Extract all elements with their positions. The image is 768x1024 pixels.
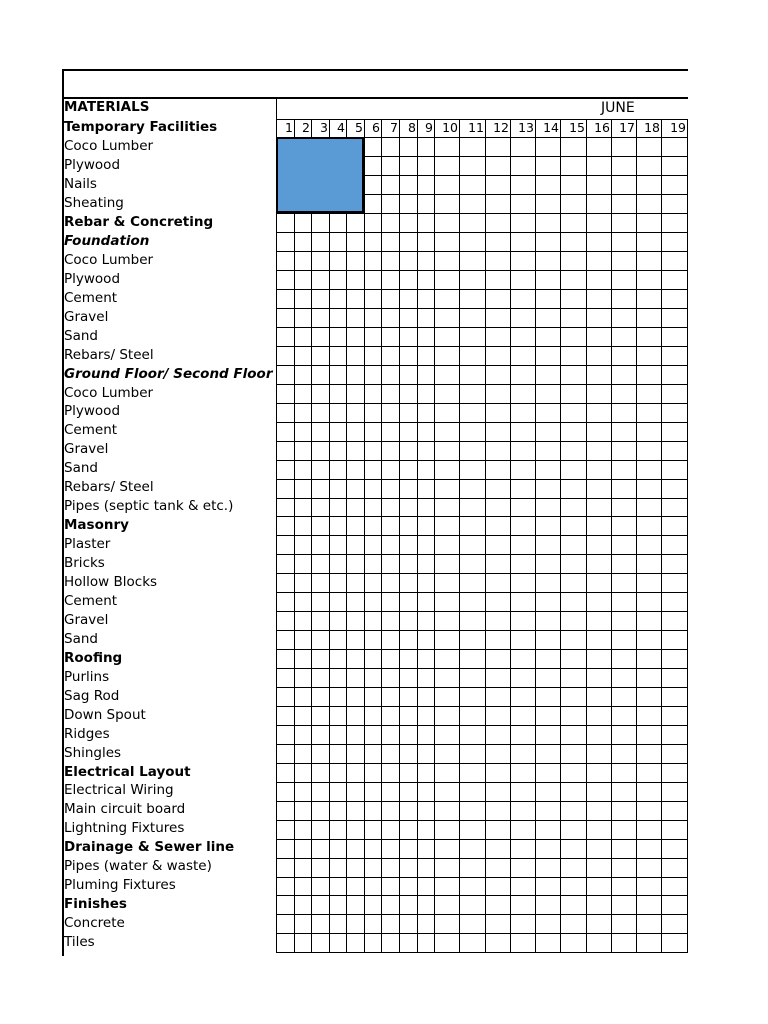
material-label: Plywood [64,403,121,420]
grid-row-line [276,725,688,726]
month-header: JUNE [601,99,635,116]
category-label: Electrical Layout [64,763,191,780]
grid-col-line [434,119,435,953]
grid-row-line [276,498,688,499]
grid-row-line [276,535,688,536]
header-divider [63,97,688,99]
sheet-top-border [63,69,688,71]
grid-col-line [459,119,460,953]
material-label: Bricks [64,555,105,572]
grid-row-line [276,668,688,669]
day-number: 6 [372,119,380,135]
grid-row-line [276,346,688,347]
material-label: Coco Lumber [64,251,154,268]
scheduled-block[interactable] [276,137,364,213]
material-label: Sand [64,460,98,477]
day-number: 12 [493,119,509,135]
material-label: Cement [64,592,118,609]
day-number: 17 [619,119,635,135]
grid-col-line [586,119,587,953]
grid-row-line [276,801,688,802]
material-label: Gravel [64,441,109,458]
day-number: 3 [320,119,328,135]
day-number: 2 [302,119,310,135]
material-label: Pluming Fixtures [64,877,176,894]
material-label: Sand [64,327,98,344]
grid-row-line [276,289,688,290]
grid-col-line [636,119,637,953]
grid-row-line [276,365,688,366]
grid-row-line [276,554,688,555]
material-label: Pipes (water & waste) [64,858,212,875]
grid-row-line [276,384,688,385]
grid-row-line [276,270,688,271]
material-label: Tiles [64,934,95,951]
category-label: Rebar & Concreting [64,213,214,230]
material-label: Plywood [64,157,121,174]
grid-row-line [276,422,688,423]
material-label: Gravel [64,308,109,325]
grid-row-line [276,213,688,214]
grid-row-line [276,858,688,859]
material-label: Pipes (septic tank & etc.) [64,498,234,515]
material-label: Ridges [64,725,110,742]
grid-row-line [276,327,688,328]
material-label: Sag Rod [64,687,120,704]
day-number: 10 [442,119,458,135]
material-label: Gravel [64,611,109,628]
grid-row-line [276,479,688,480]
grid-col-line [381,119,382,953]
material-label: Coco Lumber [64,138,154,155]
grid-col-line [276,119,277,953]
material-label: Down Spout [64,706,146,723]
day-number: 11 [468,119,484,135]
grid-col-line [687,119,688,953]
material-label: Concrete [64,915,125,932]
material-label: Main circuit board [64,801,186,818]
grid-row-line [276,763,688,764]
grid-col-line [510,119,511,953]
grid-row-line [276,460,688,461]
material-label: Coco Lumber [64,384,154,401]
day-number: 19 [670,119,686,135]
grid-col-line [364,119,365,953]
category-label: Ground Floor/ Second Floor [64,365,273,382]
grid-row-line [276,914,688,915]
material-label: Plywood [64,270,121,287]
grid-row-line [276,952,688,953]
grid-row-line [276,877,688,878]
grid-col-line [346,119,347,953]
grid-col-line [661,119,662,953]
grid-row-line [276,706,688,707]
category-label: Masonry [64,517,129,534]
day-number: 5 [355,119,363,135]
grid-row-line [276,839,688,840]
grid-row-line [276,611,688,612]
grid-col-line [535,119,536,953]
material-label: Hollow Blocks [64,574,158,591]
grid-row-line [276,308,688,309]
category-label: Drainage & Sewer line [64,839,235,856]
grid-row-line [276,782,688,783]
material-label: Cement [64,422,118,439]
grid-row-line [276,630,688,631]
material-label: Electrical Wiring [64,782,174,799]
category-label: Temporary Facilities [64,119,218,136]
day-number: 13 [518,119,534,135]
grid-col-line [485,119,486,953]
material-label: Lightning Fixtures [64,820,185,837]
grid-col-line [399,119,400,953]
material-label: Purlins [64,668,110,685]
grid-row-line [276,232,688,233]
material-label: Sand [64,630,98,647]
day-number: 16 [594,119,610,135]
grid-row-line [276,687,688,688]
category-label: Finishes [64,896,127,913]
grid-row-line [276,820,688,821]
material-label: Nails [64,176,97,193]
grid-col-line [311,119,312,953]
day-number: 14 [543,119,559,135]
grid-row-line [276,251,688,252]
material-label: Cement [64,289,118,306]
material-label: Shingles [64,744,122,761]
grid-col-line [294,119,295,953]
grid-row-line [276,649,688,650]
grid-row-line [276,573,688,574]
category-label: Roofing [64,649,123,666]
grid-row-line [276,592,688,593]
day-number: 8 [408,119,416,135]
grid-row-line [276,403,688,404]
grid-col-line [329,119,330,953]
grid-row-line [276,441,688,442]
category-label: Foundation [64,232,150,249]
grid-row-line [276,895,688,896]
material-label: Rebars/ Steel [64,479,154,496]
material-label: Sheating [64,195,124,212]
day-number: 7 [390,119,398,135]
materials-header: MATERIALS [64,98,150,115]
grid-row-line [276,933,688,934]
day-number: 4 [337,119,345,135]
grid-col-line [611,119,612,953]
day-number: 1 [285,119,293,135]
grid-row-line [276,744,688,745]
grid-col-line [417,119,418,953]
day-number: 9 [425,119,433,135]
day-number: 15 [569,119,585,135]
material-label: Rebars/ Steel [64,346,154,363]
grid-col-line [560,119,561,953]
material-label: Plaster [64,536,111,553]
grid-row-line [276,516,688,517]
day-number: 18 [644,119,660,135]
